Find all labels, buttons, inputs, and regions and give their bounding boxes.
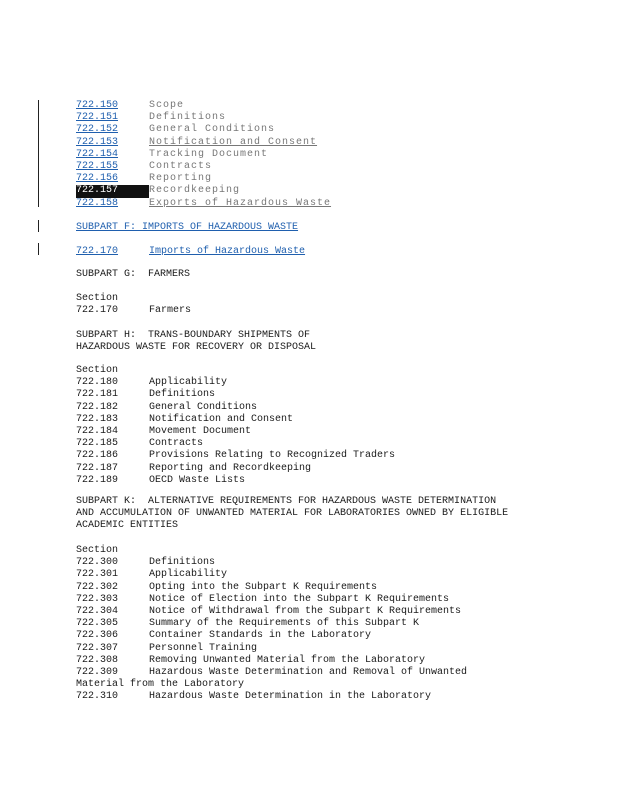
- section-row: [76, 402, 596, 414]
- section-row: [76, 569, 596, 581]
- change-bar: [38, 243, 39, 255]
- section-number-link[interactable]: 722.153: [76, 136, 119, 148]
- section-number: 722.310: [76, 691, 119, 703]
- section-number: 722.185: [76, 438, 119, 450]
- section-title: Notice of Election into the Subpart K Requirements: [149, 593, 450, 605]
- section-title: Exports of Hazardous Waste: [149, 197, 332, 209]
- section-title: Hazardous Waste Determination in the Laboratory: [149, 691, 432, 703]
- section-row: [76, 630, 596, 642]
- section-row: [76, 246, 596, 258]
- section-row: [76, 438, 596, 450]
- section-title-continuation: [76, 679, 596, 691]
- section-title: Notification and Consent: [149, 136, 318, 148]
- section-number: 722.189: [76, 474, 119, 486]
- change-bar: [38, 220, 39, 232]
- subpart-k-heading: SUBPART K: ALTERNATIVE REQUIREMENTS FOR HAZARDOUS WASTE DETERMINATION AND ACCUMULATION OF UNWANTED MATERIAL FOR LABORATORIES OWNED BY ELIGIBLE ACADEMIC ENTITIES: [76, 496, 509, 532]
- section-title: General Conditions: [149, 124, 276, 136]
- section-title: Tracking Document: [149, 148, 269, 160]
- subpart-f-heading-link[interactable]: SUBPART F: IMPORTS OF HAZARDOUS WASTE: [76, 222, 299, 233]
- section-row: [76, 414, 596, 426]
- section-number: 722.304: [76, 605, 119, 617]
- section-number-link[interactable]: 722.151: [76, 112, 119, 124]
- section-title-link[interactable]: Imports of Hazardous Waste: [149, 246, 306, 257]
- section-row: [76, 655, 596, 667]
- section-row: [76, 475, 596, 487]
- section-number: 722.303: [76, 593, 119, 605]
- section-row: [76, 594, 596, 606]
- section-title: Definitions: [149, 557, 216, 569]
- section-title: OECD Waste Lists: [149, 474, 246, 486]
- section-row: [76, 173, 596, 185]
- section-title: Definitions: [149, 112, 227, 124]
- section-row: [76, 185, 596, 197]
- section-row: [76, 618, 596, 630]
- section-row: [76, 426, 596, 438]
- section-title: Applicability: [149, 377, 228, 389]
- section-title: Summary of the Requirements of this Subpart K: [149, 618, 420, 630]
- section-row: [76, 305, 596, 317]
- section-number: 722.300: [76, 557, 119, 569]
- subpart-e-section-list: [76, 100, 596, 210]
- section-title: Notice of Withdrawal from the Subpart K Requirements: [149, 605, 462, 617]
- section-title: Removing Unwanted Material from the Laboratory: [149, 654, 426, 666]
- section-number: 722.305: [76, 618, 119, 630]
- section-number: 722.306: [76, 630, 119, 642]
- section-number: 722.302: [76, 581, 119, 593]
- section-number-link[interactable]: 722.155: [76, 160, 119, 172]
- section-number-link[interactable]: 722.157: [76, 185, 149, 197]
- section-row: [76, 582, 596, 594]
- section-number-link[interactable]: 722.156: [76, 173, 119, 185]
- section-number: 722.181: [76, 389, 119, 401]
- section-title-wrap: Material from the Laboratory: [76, 679, 245, 691]
- section-title: Recordkeeping: [149, 185, 241, 197]
- subpart-k: [76, 496, 596, 533]
- section-row: [76, 643, 596, 655]
- section-title: Applicability: [149, 569, 228, 581]
- subpart-h-heading: SUBPART H: TRANS-BOUNDARY SHIPMENTS OF HAZARDOUS WASTE FOR RECOVERY OR DISPOSAL: [76, 330, 317, 354]
- section-title: Notification and Consent: [149, 413, 294, 425]
- section-number: 722.308: [76, 654, 119, 666]
- section-label: Section: [76, 293, 119, 304]
- section-title: Definitions: [149, 389, 216, 401]
- section-row: [76, 606, 596, 618]
- section-label: Section: [76, 365, 119, 376]
- section-title: Scope: [149, 100, 185, 111]
- section-row: [76, 463, 596, 475]
- section-row: [76, 557, 596, 569]
- section-number: 722.186: [76, 450, 119, 462]
- section-row: [76, 112, 596, 124]
- section-number: 722.170: [76, 305, 119, 317]
- subpart-h: [76, 330, 596, 354]
- subpart-g-heading: SUBPART G: FARMERS: [76, 269, 191, 280]
- section-title: Contracts: [149, 160, 213, 172]
- subpart-h-section-list: [76, 365, 596, 487]
- change-bar: [38, 100, 39, 207]
- section-title: Hazardous Waste Determination and Removal of Unwanted: [149, 666, 468, 678]
- section-title: Personnel Training: [149, 642, 258, 654]
- section-row: [76, 450, 596, 462]
- section-number: 722.183: [76, 413, 119, 425]
- section-number-link[interactable]: 722.150: [76, 100, 119, 111]
- section-number: 722.182: [76, 401, 119, 413]
- section-title: Container Standards in the Laboratory: [149, 630, 372, 642]
- section-number: 722.301: [76, 569, 119, 581]
- section-number: 722.309: [76, 666, 119, 678]
- section-row: [76, 691, 596, 703]
- section-number-link[interactable]: 722.154: [76, 148, 119, 160]
- section-row: [76, 161, 596, 173]
- section-title: Provisions Relating to Recognized Traders: [149, 450, 396, 462]
- section-row: [76, 149, 596, 161]
- subpart-k-section-list: [76, 545, 596, 703]
- section-row: [76, 137, 596, 149]
- subpart-g-section-list: [76, 293, 596, 317]
- section-label: Section: [76, 545, 119, 556]
- section-row: [76, 667, 596, 679]
- section-title: Contracts: [149, 438, 204, 450]
- section-title: Opting into the Subpart K Requirements: [149, 581, 378, 593]
- section-title: Farmers: [149, 305, 192, 317]
- section-number: 722.184: [76, 425, 119, 437]
- section-number: 722.187: [76, 462, 119, 474]
- section-number: 722.307: [76, 642, 119, 654]
- subpart-g: [76, 269, 596, 281]
- section-title: Reporting and Recordkeeping: [149, 462, 312, 474]
- section-title: Reporting: [149, 173, 213, 185]
- section-row: [76, 100, 596, 112]
- section-number: 722.180: [76, 377, 119, 389]
- subpart-f: [76, 222, 596, 234]
- subpart-f-section-list: [76, 246, 596, 258]
- section-number-link[interactable]: 722.170: [76, 246, 119, 257]
- section-title: General Conditions: [149, 401, 258, 413]
- section-number-link[interactable]: 722.152: [76, 124, 119, 136]
- section-row: [76, 389, 596, 401]
- section-number-link[interactable]: 722.158: [76, 197, 119, 209]
- section-row: [76, 124, 596, 136]
- section-row: [76, 377, 596, 389]
- section-title: Movement Document: [149, 425, 252, 437]
- section-row: [76, 198, 596, 210]
